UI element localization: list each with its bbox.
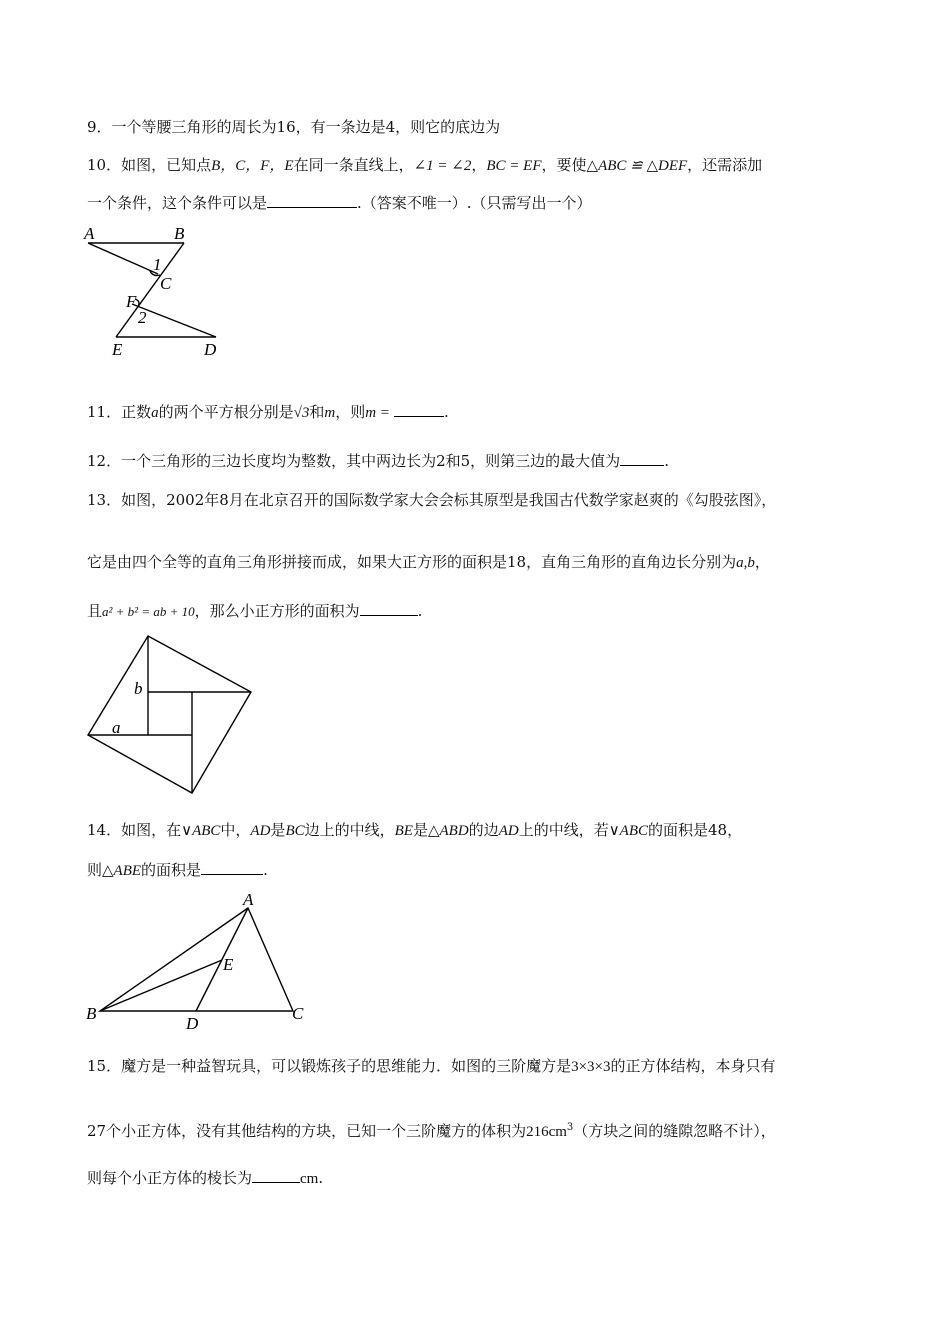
question-12 <box>87 451 669 471</box>
label-C: C <box>160 274 172 293</box>
question-10-text-f: .（答案不唯一）.（只需写出一个） <box>357 194 592 212</box>
label-A: A <box>84 224 95 243</box>
question-13-text-a: 13．如图，2002年8月在北京召开的国际数学家大会会标其原型是我国古代数学家赵爽的《勾股弦图》， <box>87 491 777 509</box>
question-14-text-j: 的面积是 <box>141 861 202 879</box>
answer-blank[interactable] <box>201 860 263 875</box>
question-10-text-c: ，要使 <box>541 156 587 174</box>
question-14-text-d: 边上的中线， <box>304 821 395 839</box>
question-14-text-e: 是 <box>412 821 428 839</box>
question-14-text-g: 上的中线，若 <box>518 821 609 839</box>
question-14-text-h: 的面积是48， <box>648 821 743 839</box>
question-9 <box>87 117 500 137</box>
answer-blank[interactable] <box>267 193 357 208</box>
question-13-text-c: 且 <box>87 602 103 620</box>
answer-blank[interactable] <box>620 451 664 466</box>
question-13-line-2 <box>87 552 770 573</box>
variable-a: a <box>151 405 159 421</box>
variables-a-b: a,b <box>736 555 755 571</box>
triangle-abc: ∨ABC <box>181 823 221 839</box>
question-12-text: 12．一个三角形的三边长度均为整数，其中两边长为2和5，则第三边的最大值为 <box>87 452 621 470</box>
label-B: B <box>86 1004 97 1023</box>
triangle-abc: ∨ABC <box>608 823 649 839</box>
question-10-intro: 10．如图，已知点 <box>87 156 212 174</box>
cube-dimensions: 3×3×3 <box>571 1059 611 1075</box>
period: . <box>417 602 423 620</box>
label-B: B <box>174 224 185 243</box>
question-11-text-d: ，则 <box>335 403 366 421</box>
question-15-text-c: 27个小正方体，没有其他结构的方块，已知一个三阶魔方的体积为 <box>87 1122 527 1140</box>
separator: ， <box>471 156 487 174</box>
period: . <box>318 1169 324 1187</box>
period: . <box>443 403 449 421</box>
question-15-text-b: 的正方体结构，本身只有 <box>610 1057 776 1075</box>
label-2: 2 <box>138 308 147 327</box>
answer-blank[interactable] <box>252 1168 300 1183</box>
label-D: D <box>204 340 217 359</box>
question-11-text-c: 和 <box>309 403 325 421</box>
triangle-abd: △ABD <box>427 823 469 839</box>
question-13-text-b: 它是由四个全等的直角三角形拼接而成，如果大正方形的面积是18，直角三角形的直角边长分别为 <box>87 553 737 571</box>
figure-q13-zhao-shuang-diagram <box>80 630 260 800</box>
segment-ad: AD <box>250 823 271 839</box>
question-14-text-f: 的边 <box>468 821 499 839</box>
label-b: b <box>134 679 143 698</box>
label-F: F <box>126 292 137 311</box>
answer-blank[interactable] <box>394 402 444 417</box>
question-10-line-2 <box>87 193 592 213</box>
question-9-text: 9．一个等腰三角形的周长为16，有一条边是4，则它的底边为 <box>87 118 501 136</box>
question-14-line-2 <box>87 860 268 881</box>
question-15-line-3 <box>87 1168 323 1189</box>
segment-bc: BC <box>285 823 305 839</box>
label-E: E <box>112 340 123 359</box>
question-11-text-a: 11．正数 <box>87 403 152 421</box>
volume-value: 216cm <box>526 1124 567 1140</box>
comma: ， <box>754 553 770 571</box>
label-a: a <box>112 718 121 737</box>
label-C: C <box>292 1004 304 1023</box>
answer-blank[interactable] <box>360 601 418 616</box>
label-D: D <box>186 1014 199 1033</box>
figure-q14-triangle <box>80 888 330 1038</box>
question-13-line-3 <box>87 601 422 622</box>
question-15-text-d: （方块之间的缝隙忽略不计）， <box>573 1122 776 1140</box>
triangle-abe: △ABE <box>102 863 142 879</box>
question-11-text-b: 的两个平方根分别是 <box>158 403 294 421</box>
congruence-statement: △ABC ≌ △DEF <box>586 158 688 174</box>
question-14-text-i: 则 <box>87 861 103 879</box>
label-1: 1 <box>153 255 162 274</box>
question-13-text-d: ，那么小正方形的面积为 <box>194 602 360 620</box>
question-10-text-d: ，还需添加 <box>687 156 763 174</box>
equation: a² + b² = ab + 10 <box>102 604 195 619</box>
label-A: A <box>243 890 254 909</box>
question-14-text-b: 中， <box>220 821 251 839</box>
volume-exponent: 3 <box>566 1122 574 1133</box>
question-10-text-b: 在同一条直线上， <box>293 156 414 174</box>
question-15-text-e: 则每个小正方体的棱长为 <box>87 1169 253 1187</box>
segment-be: BE <box>394 823 413 839</box>
question-15-text-a: 15．魔方是一种益智玩具，可以锻炼孩子的思维能力．如图的三阶魔方是 <box>87 1057 572 1075</box>
variable-m: m <box>324 405 336 421</box>
segment-ad: AD <box>498 823 519 839</box>
sqrt-3: √3 <box>293 405 310 421</box>
figure-q10 <box>80 222 230 362</box>
question-15-line-1 <box>87 1056 776 1077</box>
question-10-line-1 <box>87 155 762 176</box>
question-14-line-1 <box>87 820 742 841</box>
question-10-text-e: 一个条件，这个条件可以是 <box>87 194 268 212</box>
question-11 <box>87 402 449 423</box>
unit-cm: cm <box>300 1171 319 1187</box>
label-E: E <box>223 955 234 974</box>
angle-equality: ∠1 = ∠2 <box>413 158 472 174</box>
question-14-text-a: 14．如图，在 <box>87 821 182 839</box>
question-13-line-1 <box>87 490 776 510</box>
question-15-line-2 <box>87 1118 776 1142</box>
period: . <box>263 861 268 879</box>
period: . <box>664 452 669 470</box>
side-equality: BC = EF <box>486 158 542 174</box>
points-list: B，C，F，E <box>211 158 294 174</box>
m-equals: m = <box>365 405 390 421</box>
question-14-text-c: 是 <box>270 821 286 839</box>
